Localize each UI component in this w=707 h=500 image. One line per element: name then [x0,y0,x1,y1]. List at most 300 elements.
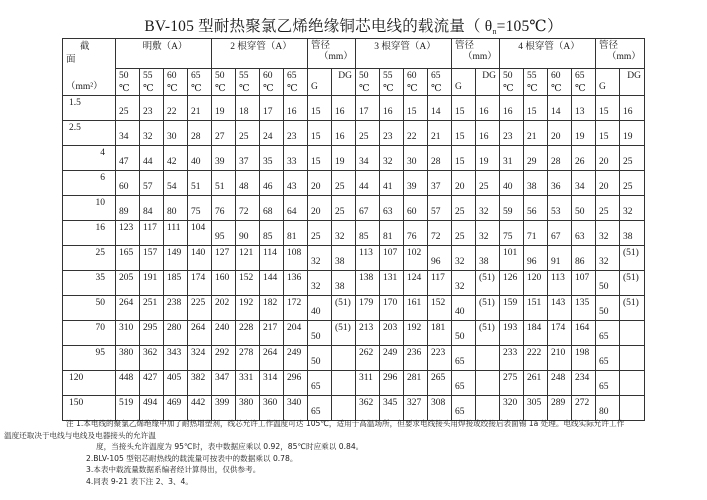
open-laying-cell: 442 [188,396,212,421]
open-laying-cell: 362 [140,346,164,371]
pipe-dg-cell: (51) [620,271,645,296]
pipe-g-cell: 65 [308,396,332,421]
pipe-g-cell: 20 [308,171,332,196]
pipe-g-cell: 32 [596,221,620,246]
two-in-pipe-cell: 314 [260,371,284,396]
note-3: 3.本表中载流量数据系编者经计算得出，仅供参考。 [86,465,261,474]
pipe-g-cell: 80 [596,396,620,421]
open-laying-cell: 264 [188,321,212,346]
pipe-dia-label: 管径 [455,41,475,51]
three-in-pipe-cell: 44 [356,171,380,196]
temp-value: 55 [143,71,153,81]
four-in-pipe-cell: 248 [548,371,572,396]
pipe-g-cell: 65 [596,346,620,371]
open-laying-cell: 51 [188,171,212,196]
pipe-g-cell: 65 [596,371,620,396]
temp-unit: ℃ [551,84,562,94]
temp-unit: ℃ [215,84,226,94]
four-in-pipe-cell: 275 [500,371,524,396]
pipe-g-cell: 15 [452,146,476,171]
pipe-dg-cell [332,346,356,371]
three-in-pipe-cell: 39 [404,171,428,196]
temp-unit: ℃ [527,84,538,94]
section-cell: 10 [63,196,116,221]
open-laying-cell: 280 [164,321,188,346]
pipe-g-cell: 50 [596,271,620,296]
four-in-pipe-cell: 75 [500,221,524,246]
three-in-pipe-cell: 63 [380,196,404,221]
three-in-pipe-cell: 28 [428,146,452,171]
open-laying-cell: 44 [140,146,164,171]
group-open-laying: 明敷（A） [116,39,212,69]
open-laying-cell: 427 [140,371,164,396]
open-laying-cell: 174 [188,271,212,296]
group-4-in-pipe: 4 根穿管（A） [500,39,596,69]
pipe-dia-unit: （mm） [463,52,497,62]
three-in-pipe-cell: 265 [428,371,452,396]
three-in-pipe-cell: 179 [356,296,380,321]
temp-header [380,69,404,96]
open-laying-cell: 165 [116,246,140,271]
pipe-dg-cell: (51) [332,296,356,321]
temp-value: 60 [263,71,273,81]
pipe-dg-cell: 25 [332,196,356,221]
two-in-pipe-cell: 19 [212,96,236,121]
two-in-pipe-cell: 24 [260,121,284,146]
table-row [63,396,645,421]
temp-header [212,69,236,96]
open-laying-cell: 21 [188,96,212,121]
two-in-pipe-cell: 23 [284,121,308,146]
four-in-pipe-cell: 210 [548,346,572,371]
table-row [63,346,645,371]
pipe-dg-cell: 38 [620,221,645,246]
section-cell: 4 [63,146,116,171]
open-laying-cell: 25 [116,96,140,121]
pipe-dg-cell: (51) [476,271,500,296]
section-label-1: 截 [80,42,90,52]
pipe-dg-cell: 25 [620,171,645,196]
two-in-pipe-cell: 33 [284,146,308,171]
four-in-pipe-cell: 135 [572,296,596,321]
temp-unit: ℃ [383,84,394,94]
three-in-pipe-cell: 14 [428,96,452,121]
table-row [63,246,645,271]
three-in-pipe-cell: 41 [380,171,404,196]
table-row [63,321,645,346]
two-in-pipe-cell: 202 [212,296,236,321]
open-laying-cell: 75 [188,196,212,221]
title-subscript: n [492,27,497,36]
three-in-pipe-cell: 138 [356,271,380,296]
pipe-g-cell: 25 [452,196,476,221]
temp-header [236,69,260,96]
pipe-g-cell: 40 [308,296,332,321]
open-laying-cell: 23 [140,96,164,121]
pipe-dg-cell: (51) [620,296,645,321]
open-laying-cell: 310 [116,321,140,346]
temp-header [572,69,596,96]
four-in-pipe-cell: 320 [500,396,524,421]
temp-header [140,69,164,96]
open-laying-cell: 185 [164,271,188,296]
three-in-pipe-cell: 34 [356,146,380,171]
three-in-pipe-cell: 296 [380,371,404,396]
two-in-pipe-cell: 76 [212,196,236,221]
four-in-pipe-cell: 113 [548,271,572,296]
pipe-dg-cell [620,321,645,346]
pipe-dg-cell [332,371,356,396]
three-in-pipe-cell: 249 [380,346,404,371]
pipe-g-cell: 20 [596,146,620,171]
two-in-pipe-cell: 85 [260,221,284,246]
two-in-pipe-cell: 81 [284,221,308,246]
open-laying-cell: 191 [140,271,164,296]
temp-value: 60 [551,71,561,81]
three-in-pipe-cell: 124 [404,271,428,296]
pipe-dg-header: DG [476,69,500,96]
two-in-pipe-cell: 172 [284,296,308,321]
pipe-dg-cell: 38 [476,246,500,271]
four-in-pipe-cell: 59 [500,196,524,221]
open-laying-cell: 448 [116,371,140,396]
open-laying-cell: 30 [164,121,188,146]
two-in-pipe-cell: 144 [260,271,284,296]
pipe-g-cell: 25 [596,196,620,221]
section-cell: 120 [63,371,116,396]
four-in-pipe-cell: 198 [572,346,596,371]
three-in-pipe-cell: 281 [404,371,428,396]
two-in-pipe-cell: 35 [260,146,284,171]
temp-header [260,69,284,96]
four-in-pipe-cell: 86 [572,246,596,271]
pipe-dg-cell [620,346,645,371]
title-suffix: =105℃） [496,18,563,35]
table-row [63,296,645,321]
open-laying-cell: 60 [116,171,140,196]
temp-header [524,69,548,96]
pipe-dg-cell: 32 [476,221,500,246]
notes [0,418,707,487]
open-laying-cell: 469 [164,396,188,421]
two-in-pipe-cell: 182 [260,296,284,321]
temp-value: 50 [215,71,225,81]
four-in-pipe-cell: 36 [548,171,572,196]
pipe-g-cell: 65 [452,346,476,371]
two-in-pipe-cell: 136 [284,271,308,296]
pipe-dia-label: 管径 [311,41,331,51]
two-in-pipe-cell: 240 [212,321,236,346]
three-in-pipe-cell: 192 [404,321,428,346]
pipe-dg-cell: 38 [332,271,356,296]
temp-unit: ℃ [575,84,586,94]
three-in-pipe-cell: 117 [428,271,452,296]
four-in-pipe-cell: 56 [524,196,548,221]
pipe-dg-cell: 32 [332,221,356,246]
temp-unit: ℃ [119,84,130,94]
pipe-g-cell: 15 [308,96,332,121]
four-in-pipe-cell: 28 [548,146,572,171]
open-laying-cell: 111 [164,221,188,246]
pipe-g-cell: 65 [452,396,476,421]
temp-header [188,69,212,96]
pipe-dg-cell [476,371,500,396]
pipe-dia-unit: （mm） [319,52,353,62]
two-in-pipe-cell: 64 [284,196,308,221]
open-laying-cell: 28 [188,121,212,146]
three-in-pipe-cell: 23 [380,121,404,146]
four-in-pipe-cell: 14 [548,96,572,121]
temp-unit: ℃ [503,84,514,94]
open-laying-cell: 238 [164,296,188,321]
title-text: BV-105 型耐热聚氯乙烯绝缘铜芯电线的载流量（ θ [144,18,493,35]
temp-header [284,69,308,96]
pipe-dg-cell: 25 [620,146,645,171]
four-in-pipe-cell: 16 [500,96,524,121]
note-1-cont: 温度还取决于电线与电线及电器接头的允许温 [4,430,156,440]
pipe-g-cell: 20 [308,196,332,221]
three-in-pipe-cell: 203 [380,321,404,346]
temp-unit: ℃ [143,84,154,94]
two-in-pipe-cell: 292 [212,346,236,371]
temp-header [500,69,524,96]
temp-value: 65 [431,71,441,81]
two-in-pipe-cell: 39 [212,146,236,171]
open-laying-cell: 22 [164,96,188,121]
two-in-pipe-cell: 18 [236,96,260,121]
pipe-g-header: G [452,69,476,96]
three-in-pipe-cell: 32 [380,146,404,171]
three-in-pipe-cell: 113 [356,246,380,271]
three-in-pipe-cell: 327 [404,396,428,421]
two-in-pipe-cell: 399 [212,396,236,421]
two-in-pipe-cell: 160 [212,271,236,296]
table-row [63,196,645,221]
section-cell: 25 [63,246,116,271]
four-in-pipe-cell: 289 [548,396,572,421]
three-in-pipe-cell: 102 [404,246,428,271]
four-in-pipe-cell: 96 [524,246,548,271]
pipe-dg-cell: 25 [332,171,356,196]
four-in-pipe-cell: 151 [524,296,548,321]
temp-unit: ℃ [407,84,418,94]
two-in-pipe-cell: 264 [260,346,284,371]
temp-unit: ℃ [167,84,178,94]
open-laying-cell: 40 [188,146,212,171]
three-in-pipe-cell: 21 [428,121,452,146]
group-2-in-pipe: 2 根穿管（A） [212,39,308,69]
three-in-pipe-cell: 30 [404,146,428,171]
three-in-pipe-cell: 25 [356,121,380,146]
open-laying-cell: 104 [188,221,212,246]
open-laying-cell: 295 [140,321,164,346]
section-cell: 70 [63,321,116,346]
pipe-dg-cell: 38 [332,246,356,271]
temp-header [548,69,572,96]
section-cell: 35 [63,271,116,296]
three-in-pipe-cell: 181 [428,321,452,346]
temp-value: 55 [527,71,537,81]
four-in-pipe-cell: 91 [548,246,572,271]
pipe-g-cell: 50 [596,296,620,321]
header-row-groups [63,39,645,69]
four-in-pipe-cell: 40 [500,171,524,196]
four-in-pipe-cell: 63 [572,221,596,246]
open-laying-cell: 157 [140,246,164,271]
header-row-temps [63,69,645,96]
two-in-pipe-cell: 16 [284,96,308,121]
pipe-g-header: G [596,69,620,96]
three-in-pipe-cell: 96 [428,246,452,271]
three-in-pipe-cell: 236 [404,346,428,371]
table-row [63,371,645,396]
four-in-pipe-cell: 107 [572,271,596,296]
four-in-pipe-cell: 164 [572,321,596,346]
open-laying-cell: 32 [140,121,164,146]
pipe-dg-header: DG [332,69,356,96]
four-in-pipe-cell: 159 [500,296,524,321]
open-laying-cell: 205 [116,271,140,296]
four-in-pipe-cell: 23 [500,121,524,146]
two-in-pipe-cell: 114 [260,246,284,271]
two-in-pipe-cell: 43 [284,171,308,196]
two-in-pipe-cell: 48 [236,171,260,196]
temp-header [164,69,188,96]
four-in-pipe-cell: 20 [548,121,572,146]
open-laying-cell: 54 [164,171,188,196]
section-cell: 1.5 [63,96,116,121]
pipe-g-cell: 50 [308,321,332,346]
temp-value: 55 [239,71,249,81]
note-4: 4.同表 9-21 表下注 2、3、4。 [86,476,193,486]
three-in-pipe-cell: 170 [380,296,404,321]
table-row [63,171,645,196]
two-in-pipe-cell: 192 [236,296,260,321]
three-in-pipe-cell: 311 [356,371,380,396]
pipe-dg-cell [332,396,356,421]
two-in-pipe-cell: 127 [212,246,236,271]
three-in-pipe-cell: 60 [404,196,428,221]
pipe-dg-cell: 16 [620,96,645,121]
pipe-g-cell: 32 [452,271,476,296]
temp-value: 60 [167,71,177,81]
pipe-dg-cell: 16 [332,121,356,146]
three-in-pipe-cell: 37 [428,171,452,196]
pipe-dg-cell [620,371,645,396]
section-cell: 50 [63,296,116,321]
three-in-pipe-cell: 81 [380,221,404,246]
four-in-pipe-cell: 305 [524,396,548,421]
pipe-dg-cell [476,396,500,421]
page-title [0,14,707,36]
open-laying-cell: 47 [116,146,140,171]
two-in-pipe-cell: 46 [260,171,284,196]
two-in-pipe-cell: 278 [236,346,260,371]
open-laying-cell: 225 [188,296,212,321]
four-in-pipe-cell: 21 [524,121,548,146]
temp-header [428,69,452,96]
open-laying-cell: 80 [164,196,188,221]
two-in-pipe-cell: 25 [236,121,260,146]
four-in-pipe-cell: 34 [572,171,596,196]
open-laying-cell: 380 [116,346,140,371]
temp-header [356,69,380,96]
three-in-pipe-cell: 213 [356,321,380,346]
two-in-pipe-cell: 331 [236,371,260,396]
section-cell: 16 [63,221,116,246]
table-row [63,96,645,121]
temp-value: 65 [191,71,201,81]
three-in-pipe-cell: 308 [428,396,452,421]
group-pipe-dia-3 [452,39,500,69]
two-in-pipe-cell: 380 [236,396,260,421]
open-laying-cell: 149 [164,246,188,271]
two-in-pipe-cell: 121 [236,246,260,271]
table-row [63,221,645,246]
pipe-g-cell: 15 [596,96,620,121]
pipe-dg-cell: 32 [476,196,500,221]
pipe-dg-cell: (51) [476,296,500,321]
pipe-g-cell: 32 [308,271,332,296]
three-in-pipe-cell: 152 [428,296,452,321]
temp-value: 60 [407,71,417,81]
pipe-g-cell: 32 [308,246,332,271]
four-in-pipe-cell: 174 [548,321,572,346]
three-in-pipe-cell: 223 [428,346,452,371]
three-in-pipe-cell: 161 [404,296,428,321]
pipe-g-cell: 20 [596,171,620,196]
two-in-pipe-cell: 347 [212,371,236,396]
three-in-pipe-cell: 22 [404,121,428,146]
temp-unit: ℃ [287,84,298,94]
note-1: 注 1.本电线的聚氯乙烯绝缘中加了耐热增塑剂，线芯允许工作温度可达 105℃，适用于高温场所，但要求电线接头用焊接或绞接后表面锡 1a 处理。电线实际允许工作 [66,419,625,428]
table-row [63,146,645,171]
three-in-pipe-cell: 16 [380,96,404,121]
pipe-dia-label: 管径 [599,41,619,51]
open-laying-cell: 117 [140,221,164,246]
three-in-pipe-cell: 85 [356,221,380,246]
pipe-dg-cell: 16 [476,96,500,121]
three-in-pipe-cell: 57 [428,196,452,221]
temp-value: 65 [287,71,297,81]
pipe-dg-header: DG [620,69,645,96]
three-in-pipe-cell: 67 [356,196,380,221]
pipe-dg-cell: 32 [620,196,645,221]
pipe-dia-unit: （mm） [607,52,641,62]
four-in-pipe-cell: 222 [524,346,548,371]
pipe-g-cell: 65 [452,371,476,396]
temp-value: 50 [359,71,369,81]
pipe-g-cell: 15 [596,121,620,146]
pipe-dg-cell: (51) [476,321,500,346]
four-in-pipe-cell: 31 [500,146,524,171]
note-2: 2.BLV-105 型铝芯耐热线的载流量可按表中的数据乘以 0.78。 [86,453,298,463]
open-laying-cell: 84 [140,196,164,221]
three-in-pipe-cell: 362 [356,396,380,421]
two-in-pipe-cell: 17 [260,96,284,121]
three-in-pipe-cell: 17 [356,96,380,121]
two-in-pipe-cell: 95 [212,221,236,246]
open-laying-cell: 324 [188,346,212,371]
temp-unit: ℃ [239,84,250,94]
four-in-pipe-cell: 38 [524,171,548,196]
section-unit: （mm²） [66,82,103,92]
temp-unit: ℃ [263,84,274,94]
four-in-pipe-cell: 261 [524,371,548,396]
four-in-pipe-cell: 15 [524,96,548,121]
pipe-g-cell: 25 [308,221,332,246]
four-in-pipe-cell: 101 [500,246,524,271]
